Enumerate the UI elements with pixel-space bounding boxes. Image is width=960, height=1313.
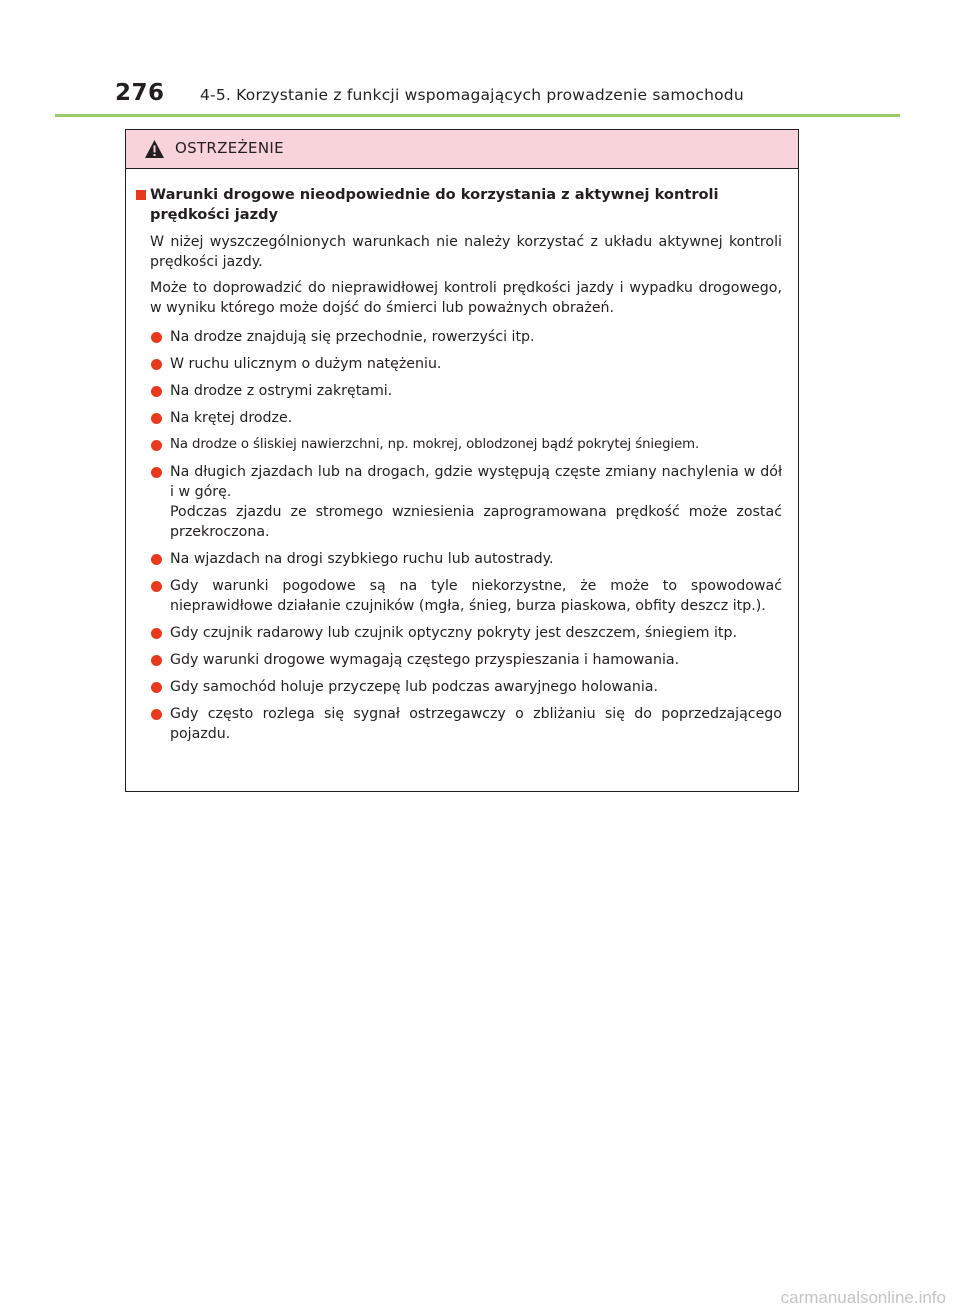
section-title: 4-5. Korzystanie z funkcji wspomagających prowadzenie samochodu (200, 86, 744, 104)
warning-paragraph: Może to doprowadzić do nieprawidłowej kontroli prędkości jazdy i wypadku drogowego, w wyniku którego może dojść do śmierci lub poważnych obrażeń. (150, 280, 782, 316)
list-item-note: Podczas zjazdu ze stromego wzniesienia zaprogramowana prędkość może zostać przekroczona. (170, 504, 782, 540)
list-item: Na długich zjazdach lub na drogach, gdzie występują częste zmiany nachylenia w dół i w górę. Podczas zjazdu ze stromego wzniesienia zaprogramowana prędkość może zostać przekroczona. (150, 462, 782, 542)
condition-list (150, 327, 782, 744)
list-item: Na drodze o śliskiej nawierzchni, np. mokrej, oblodzonej bądź pokrytej śniegiem. (150, 435, 782, 455)
list-item: Na wjazdach na drogi szybkiego ruchu lub autostrady. (150, 549, 782, 569)
bullet-icon (151, 655, 162, 666)
list-item: Gdy samochód holuje przyczepę lub podczas awaryjnego holowania. (150, 677, 782, 697)
bullet-icon (151, 440, 162, 451)
warning-heading (136, 185, 782, 225)
warning-header (126, 130, 798, 169)
warning-body (126, 169, 798, 744)
warning-paragraph: W niżej wyszczególnionych warunkach nie należy korzystać z układu aktywnej kontroli prędkości jazdy. (150, 234, 782, 270)
warning-triangle-icon (144, 139, 165, 159)
list-item: Na drodze z ostrymi zakrętami. (150, 381, 782, 401)
watermark: carmanualsonline.info (780, 1288, 946, 1307)
warning-box (125, 129, 799, 792)
warning-label: OSTRZEŻENIE (175, 139, 284, 157)
bullet-icon (151, 413, 162, 424)
square-bullet-icon (136, 190, 146, 200)
bullet-icon (151, 467, 162, 478)
bullet-icon (151, 581, 162, 592)
page-number: 276 (115, 80, 165, 106)
bullet-icon (151, 628, 162, 639)
warning-heading-text: Warunki drogowe nieodpowiednie do korzystania z aktywnej kontroli prędkości jazdy (150, 186, 719, 223)
bullet-icon (151, 386, 162, 397)
list-item: Na drodze znajdują się przechodnie, rowerzyści itp. (150, 327, 782, 347)
header-rule (55, 114, 900, 117)
bullet-icon (151, 332, 162, 343)
bullet-icon (151, 709, 162, 720)
list-item: Gdy warunki pogodowe są na tyle niekorzystne, że może to spowodować nieprawidłowe działanie czujników (mgła, śnieg, burza piaskowa, obfity deszcz itp.). (150, 576, 782, 616)
list-item: Gdy warunki drogowe wymagają częstego przyspieszania i hamowania. (150, 650, 782, 670)
list-item: W ruchu ulicznym o dużym natężeniu. (150, 354, 782, 374)
bullet-icon (151, 359, 162, 370)
list-item: Gdy często rozlega się sygnał ostrzegawczy o zbliżaniu się do poprzedzającego pojazdu. (150, 704, 782, 744)
list-item: Na krętej drodze. (150, 408, 782, 428)
bullet-icon (151, 682, 162, 693)
bullet-icon (151, 554, 162, 565)
list-item: Gdy czujnik radarowy lub czujnik optyczny pokryty jest deszczem, śniegiem itp. (150, 623, 782, 643)
